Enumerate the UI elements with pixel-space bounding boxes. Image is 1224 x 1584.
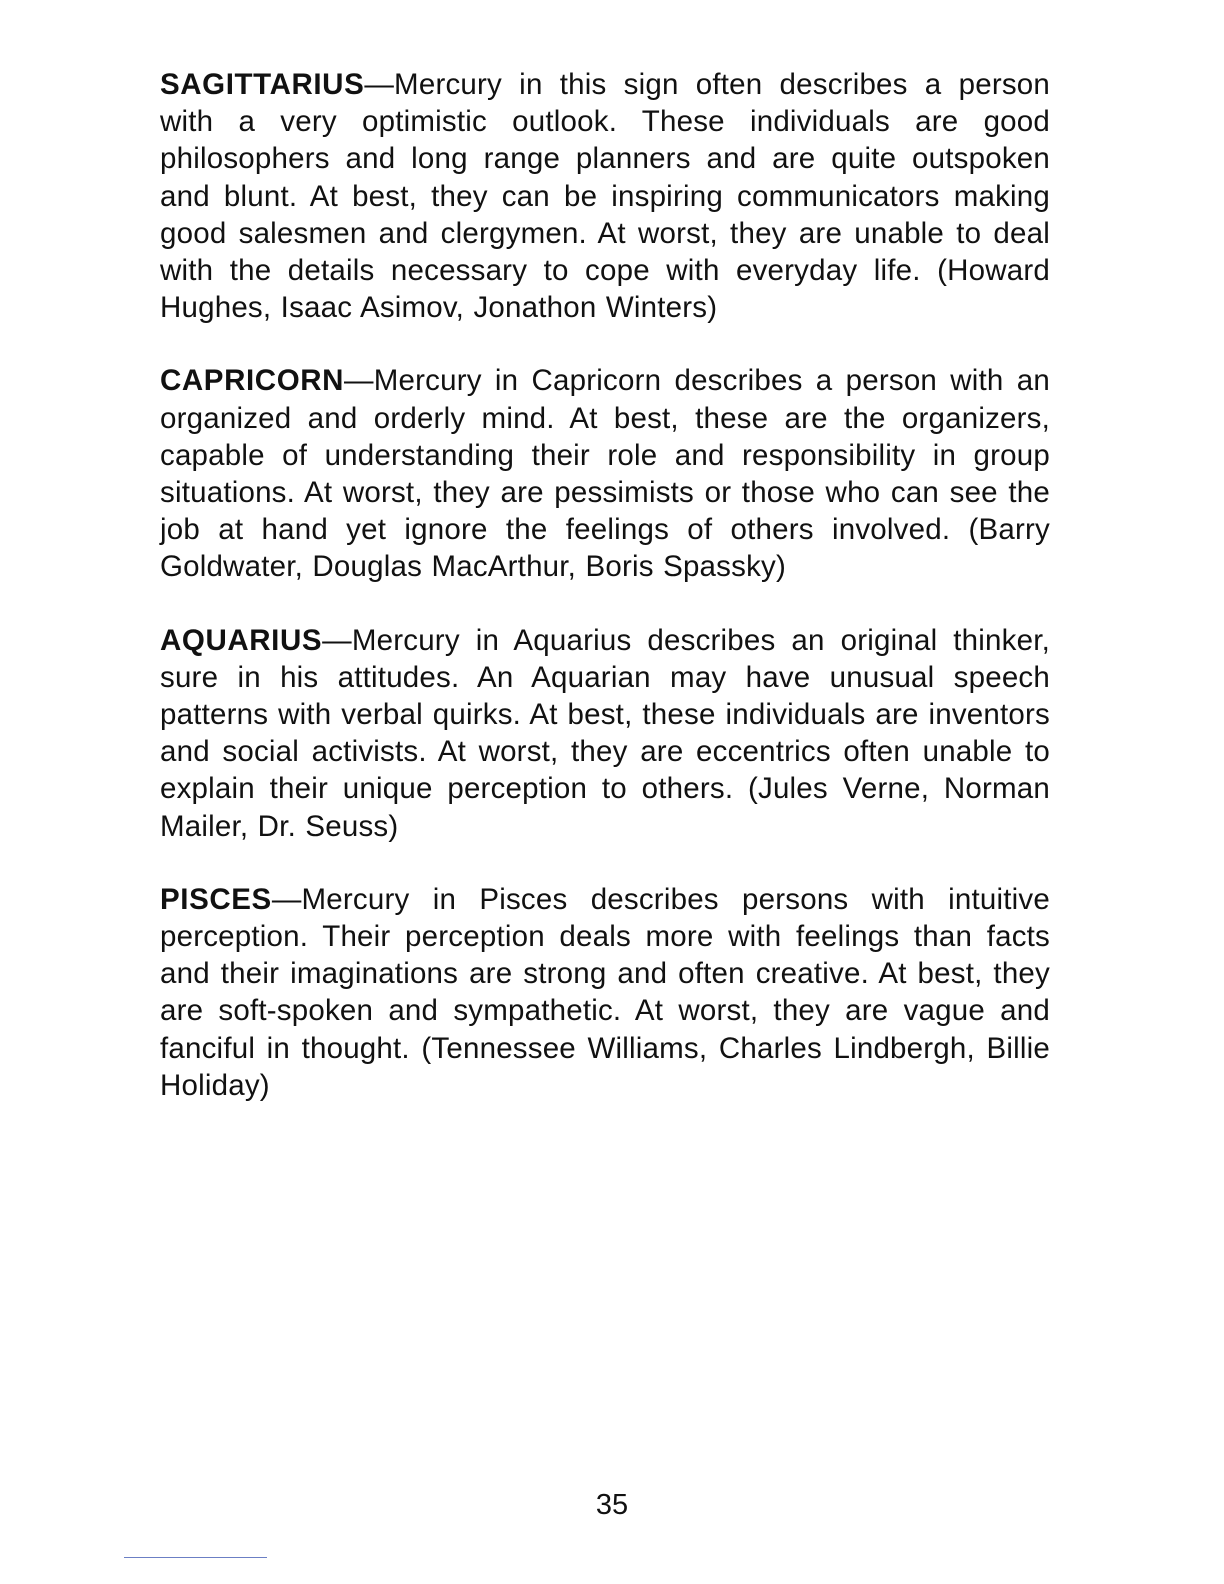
- sign-heading-sagittarius: SAGITTARIUS: [160, 68, 365, 101]
- entry-capricorn: [160, 362, 1050, 585]
- entry-sagittarius: [160, 66, 1050, 326]
- entry-text-aquarius: —Mercury in Aquarius describes an original thinker, sure in his attitudes. An Aquarian may have unusual speech patterns with verbal quirks. At best, these individuals are inventors and social activists. At worst, they are eccentrics often unable to explain their unique perception to others. (Jules Verne, Norman Mailer, Dr. Seuss): [160, 623, 1050, 843]
- entry-text-sagittarius: —Mercury in this sign often describes a person with a very optimistic outlook. These individuals are good philosophers and long range planners and are quite outspoken and blunt. At best, they can be inspiring communicators making good salesmen and clergymen. At worst, they are unable to deal with the details necessary to cope with everyday life. (Howard Hughes, Isaac Asimov, Jonathon Winters): [160, 68, 1050, 325]
- sign-heading-capricorn: CAPRICORN: [160, 364, 345, 398]
- entry-aquarius: [160, 622, 1050, 845]
- sign-heading-aquarius: AQUARIUS: [160, 623, 323, 657]
- entry-text-pisces: —Mercury in Pisces describes persons with intuitive perception. Their perception deals more with feelings than facts and their imaginations are strong and often creative. At best, they are soft-spoken and sympathetic. At worst, they are vague and fanciful in thought. (Tennessee Williams, Charles Lindbergh, Billie Holiday): [160, 882, 1050, 1102]
- entry-text-capricorn: —Mercury in Capricorn describes a person with an organized and orderly mind. At best, these are the organizers, capable of understanding their role and responsibility in group situations. At worst, they are pessimists or those who can see the job at hand yet ignore the feelings of others involved. (Barry Goldwater, Douglas MacArthur, Boris Spassky): [160, 364, 1050, 584]
- page-body: [160, 66, 1050, 1140]
- entry-pisces: [160, 881, 1050, 1104]
- page-number: 35: [595, 1489, 629, 1521]
- corner-rule-divider: [124, 1557, 267, 1558]
- sign-heading-pisces: PISCES: [160, 882, 272, 916]
